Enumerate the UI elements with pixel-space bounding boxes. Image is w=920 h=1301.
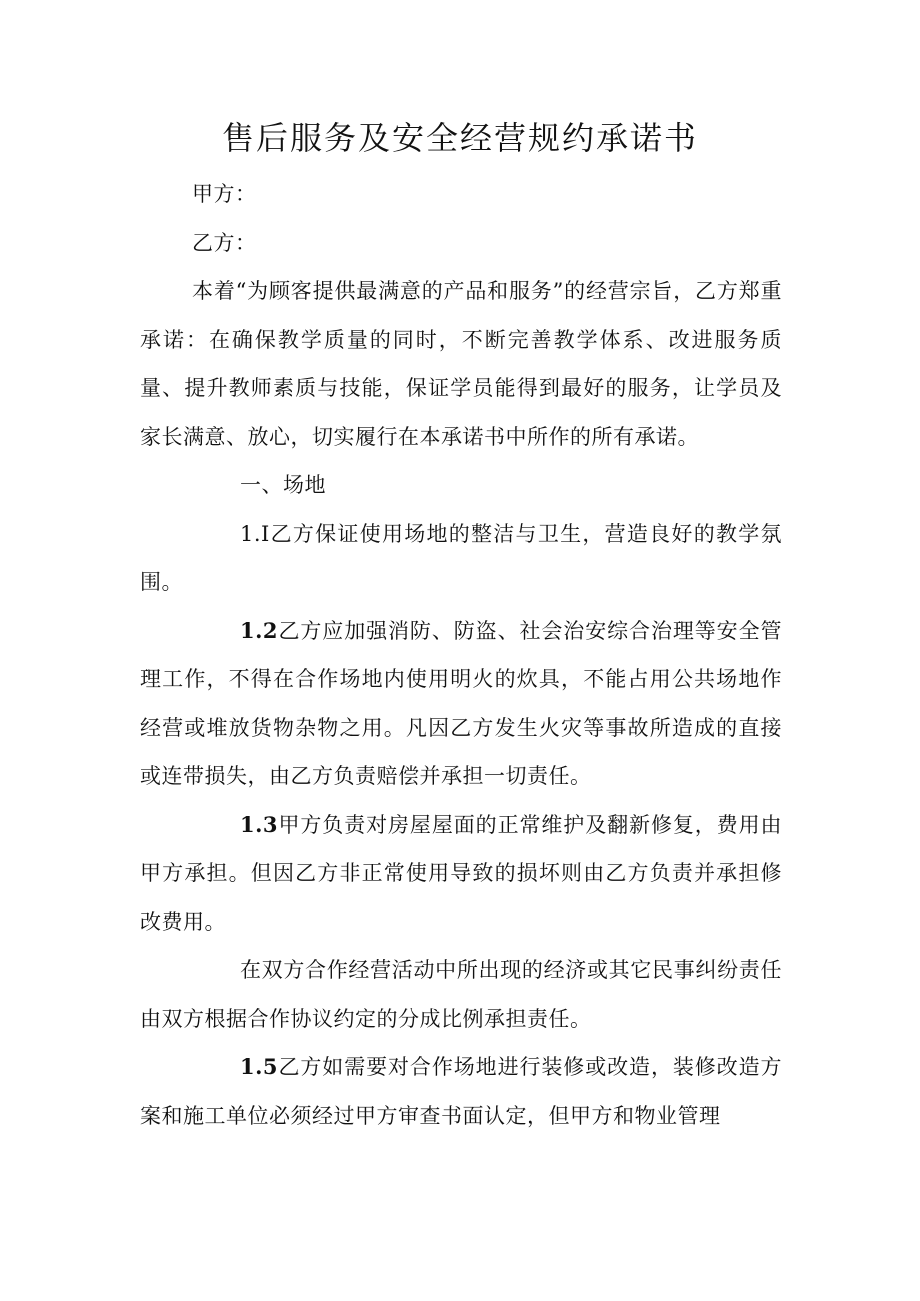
document-body xyxy=(140,170,782,1140)
party-b-label: 乙方： xyxy=(192,230,257,255)
party-a-label: 甲方： xyxy=(192,182,257,206)
clause-number: 1.I xyxy=(240,521,270,546)
clause-text: 甲方负责对房屋屋面的正常维护及翻新修复，费用由甲方承担。但因乙方非正常使用导致的损坏则由乙方负责并承担修改费用。 xyxy=(140,812,782,934)
clause-text: 乙方应加强消防、防盗、社会治安综合治理等安全管理工作，不得在合作场地内使用明火的炊具，不能占用公共场地作经营或堆放货物杂物之用。凡因乙方发生火灾等事故所造成的直接或连带损失，由乙方负责赔偿并承担一切责任。 xyxy=(140,618,782,788)
clause-paragraph xyxy=(140,607,782,801)
intro-paragraph: 本着“为顾客提供最满意的产品和服务”的经营宗旨，乙方郑重承诺：在确保教学质量的同时，不断完善教学体系、改进服务质量、提升教师素质与技能，保证学员能得到最好的服务，让学员及家长满意、放心，切实履行在本承诺书中所作的所有承诺。 xyxy=(140,279,782,449)
document-title: 售后服务及安全经营规约承诺书 xyxy=(221,119,698,157)
section-heading-venue: 一、场地 xyxy=(240,473,326,497)
clause-paragraph xyxy=(140,946,782,1043)
clause-paragraph xyxy=(140,510,782,607)
clause-text: 乙方如需要对合作场地进行装修或改造，装修改造方案和施工单位必须经过甲方审查书面认定，但甲方和物业管理 xyxy=(140,1055,782,1128)
clause-text: 在双方合作经营活动中所出现的经济或其它民事纠纷责任由双方根据合作协议约定的分成比例承担责任。 xyxy=(140,958,782,1031)
clause-paragraph xyxy=(140,801,782,947)
clause-number: 1.2 xyxy=(240,617,279,643)
clause-paragraph xyxy=(140,1043,782,1140)
clause-number: 1.3 xyxy=(240,811,279,837)
clause-number: 1.5 xyxy=(240,1054,279,1079)
clause-text: 乙方保证使用场地的整洁与卫生，营造良好的教学氛围。 xyxy=(140,521,782,594)
